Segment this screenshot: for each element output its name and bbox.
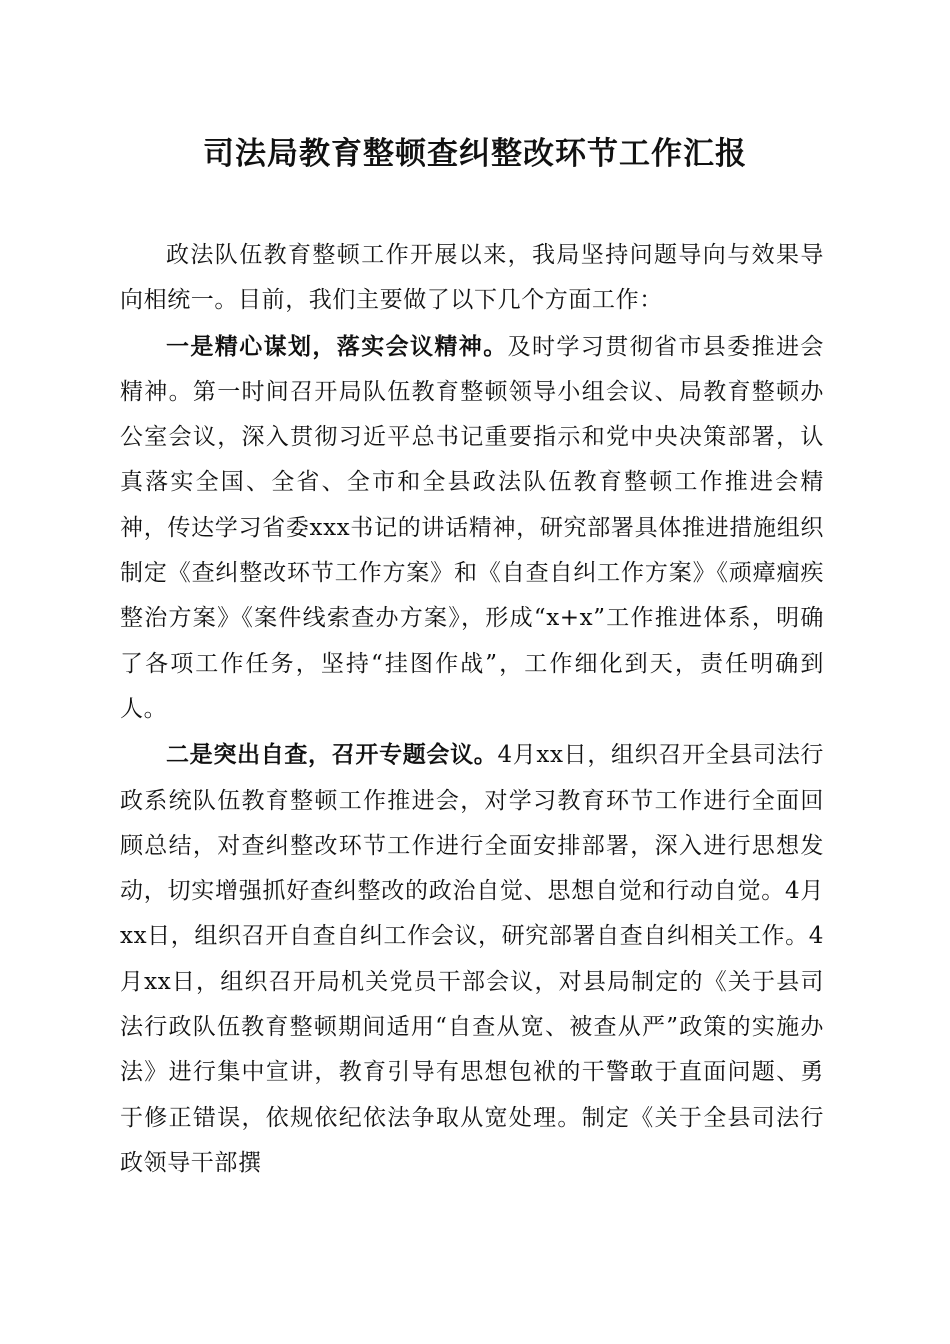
paragraph-section-two: [120, 732, 824, 1186]
paragraph-text: 政法队伍教育整顿工作开展以来，我局坚持问题导向与效果导向相统一。目前，我们主要做了以下几个方面工作：: [120, 242, 824, 314]
paragraph-lead: 二是突出自查，召开专题会议。: [166, 741, 498, 769]
document-title: 司法局教育整顿查纠整改环节工作汇报: [203, 136, 747, 172]
paragraph-section-one: [120, 324, 824, 733]
paragraph-text: 4月xx日，组织召开全县司法行政系统队伍教育整顿工作推进会，对学习教育环节工作进行全面回顾总结，对查纠整改环节工作进行全面安排部署，深入进行思想发动，切实增强抓好查纠整改的政治自觉、思想自觉和行动自觉。4月xx日，组织召开自查自纠工作会议，研究部署自查自纠相关工作。4月xx日，组织召开局机关党员干部会议，对县局制定的《关于县司法行政队伍教育整顿期间适用“自查从宽、被查从严”政策的实施办法》进行集中宣讲，教育引导有思想包袱的干警敢于直面问题、勇于修正错误，依规依纪依法争取从宽处理。制定《关于全县司法行政领导干部撰: [120, 742, 824, 1176]
document-body: [120, 232, 824, 1186]
paragraph-text: 及时学习贯彻省市县委推进会精神。第一时间召开局队伍教育整顿领导小组会议、局教育整顿办公室会议，深入贯彻习近平总书记重要指示和党中央决策部署，认真落实全国、全省、全市和全县政法队伍教育整顿工作推进会精神，传达学习省委xxx书记的讲话精神，研究部署具体推进措施组织制定《查纠整改环节工作方案》和《自查自纠工作方案》《顽瘴痼疾整治方案》《案件线索查办方案》，形成“x+x”工作推进体系，明确了各项工作任务，坚持“挂图作战”，工作细化到天，责任明确到人。: [120, 333, 824, 722]
paragraph-intro: [120, 232, 824, 324]
paragraph-lead: 一是精心谋划，落实会议精神。: [166, 332, 508, 360]
